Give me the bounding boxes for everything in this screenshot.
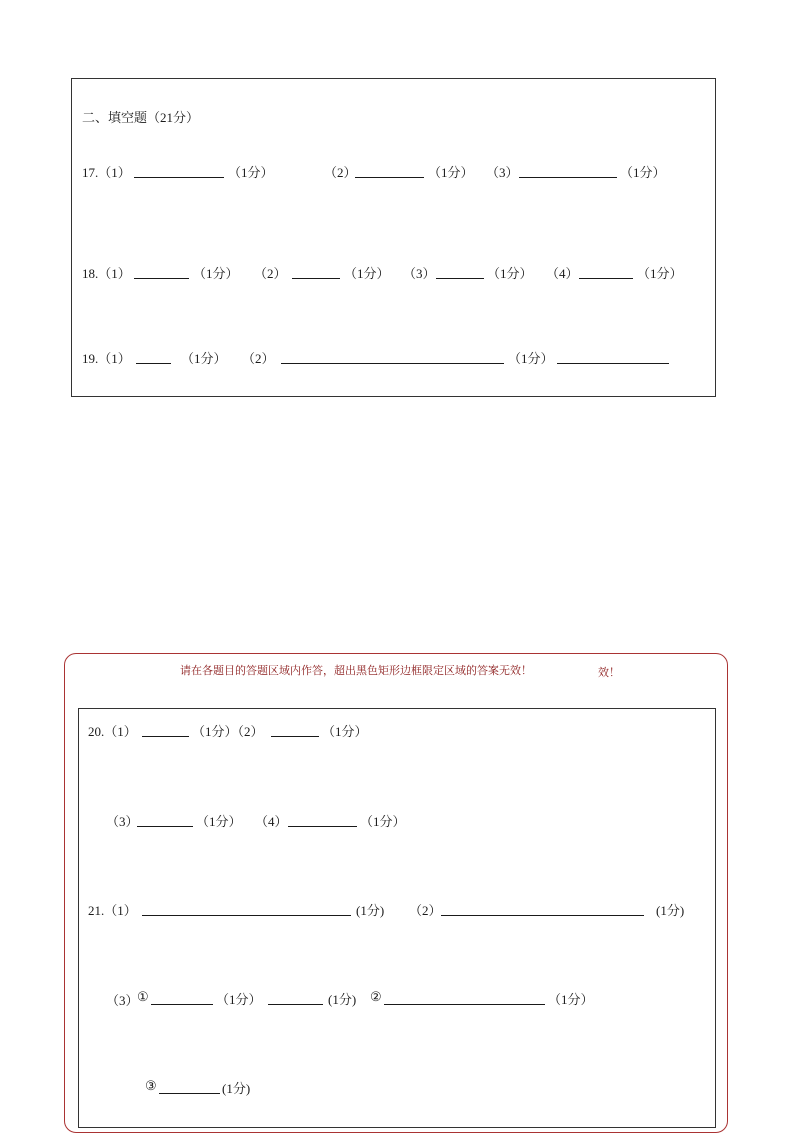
q17-2-score: （1分） — [428, 165, 474, 180]
q18-3-score: （1分） — [487, 266, 533, 281]
q18-4-score: （1分） — [637, 266, 683, 281]
q21-1-blank[interactable] — [142, 915, 351, 916]
q18-2-label: （2） — [254, 266, 287, 281]
q21-3-circled-2: ② — [370, 989, 382, 1004]
q21-3-3-score: (1分) — [222, 1081, 251, 1096]
q18-number: 18.（1） — [82, 266, 131, 281]
q21-2-score: (1分) — [656, 903, 685, 918]
answer-region-notice-tail: 效！ — [598, 666, 620, 679]
answer-box-20-21 — [78, 708, 716, 1128]
q19-number: 19.（1） — [82, 351, 131, 366]
q19-2b-blank[interactable] — [557, 363, 669, 364]
q21-3-2-score: （1分） — [548, 992, 594, 1007]
q17-1-score: （1分） — [228, 165, 274, 180]
q20-3-label: （3） — [106, 814, 139, 829]
q20-1-blank[interactable] — [142, 736, 189, 737]
q20-3-score: （1分） — [196, 814, 242, 829]
q20-4-label: （4） — [255, 814, 288, 829]
q18-4-blank[interactable] — [579, 278, 633, 279]
section-title: 二、填空题（21分） — [82, 110, 200, 125]
q21-2-blank[interactable] — [441, 915, 644, 916]
q18-3-blank[interactable] — [436, 278, 484, 279]
q21-3-1-blank[interactable] — [151, 1004, 213, 1005]
q20-number: 20.（1） — [88, 724, 137, 739]
q17-3-blank[interactable] — [519, 177, 617, 178]
q19-1-blank[interactable] — [136, 363, 171, 364]
q21-2-label: （2） — [409, 903, 442, 918]
q21-3-label: （3） — [106, 993, 139, 1008]
q17-2-label: （2） — [324, 165, 357, 180]
q20-2-blank[interactable] — [271, 736, 319, 737]
q18-2-blank[interactable] — [292, 278, 340, 279]
q17-3-label: （3） — [486, 165, 519, 180]
q20-1-score: （1分）（2） — [192, 724, 264, 739]
q19-2a-blank[interactable] — [281, 363, 504, 364]
q17-2-blank[interactable] — [355, 177, 424, 178]
q20-4-score: （1分） — [360, 814, 406, 829]
q21-3-1-score: （1分） — [216, 992, 262, 1007]
q18-3-label: （3） — [403, 266, 436, 281]
q18-2-score: （1分） — [344, 266, 390, 281]
q21-3-1b-score: (1分) — [328, 992, 357, 1007]
q21-3-2-blank[interactable] — [384, 1004, 545, 1005]
answer-region-notice: 请在各题目的答题区域内作答，超出黑色矩形边框限定区域的答案无效！ — [180, 664, 532, 677]
q21-1-score: (1分) — [356, 903, 385, 918]
q18-1-score: （1分） — [193, 266, 239, 281]
q17-number: 17.（1） — [82, 165, 131, 180]
q21-3-circled-1: ① — [137, 989, 149, 1004]
q20-3-blank[interactable] — [137, 826, 193, 827]
q21-3-1b-blank[interactable] — [268, 1004, 323, 1005]
q21-number: 21.（1） — [88, 903, 137, 918]
q21-3-3-blank[interactable] — [159, 1093, 220, 1094]
q17-1-blank[interactable] — [134, 177, 224, 178]
q18-4-label: （4） — [546, 266, 579, 281]
q19-1-score: （1分） — [181, 351, 227, 366]
q19-2-score: （1分） — [508, 351, 554, 366]
q19-2-label: （2） — [242, 351, 275, 366]
q18-1-blank[interactable] — [134, 278, 189, 279]
q20-2-score: （1分） — [322, 724, 368, 739]
q17-3-score: （1分） — [620, 165, 666, 180]
q21-3-circled-3: ③ — [145, 1078, 157, 1093]
q20-4-blank[interactable] — [288, 826, 357, 827]
